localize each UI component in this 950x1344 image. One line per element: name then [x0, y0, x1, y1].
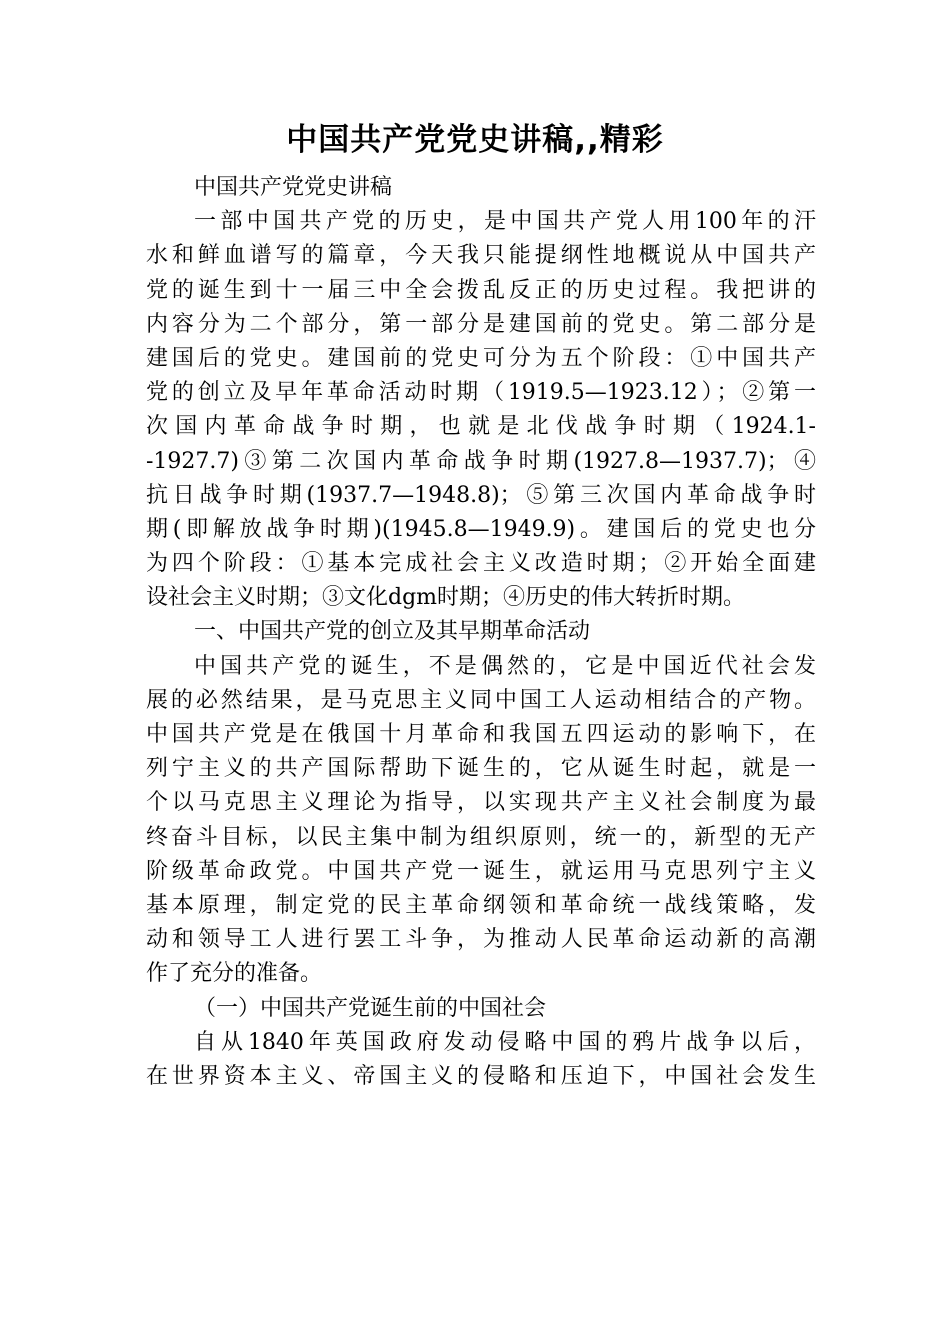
body-line: 中国共产党党史讲稿 [194, 175, 393, 200]
body-line: 党的诞生到十一届三中全会拨乱反正的历史过程。我把讲的 [146, 277, 816, 303]
section-heading: 一、中国共产党的创立及其早期革命活动 [194, 619, 591, 645]
body-line: 终奋斗目标，以民主集中制为组织原则，统一的，新型的无产 [146, 824, 816, 850]
body-line: -1927.7)③第二次国内革命战争时期(1927.8—1937.7)；④ [146, 448, 816, 474]
body-line: 设社会主义时期；③文化dgm时期；④历史的伟大转折时期。 [146, 585, 746, 611]
body-line: 内容分为二个部分，第一部分是建国前的党史。第二部分是 [146, 311, 816, 337]
body-line: 自从1840年英国政府发动侵略中国的鸦片战争以后， [194, 1029, 816, 1055]
body-line: 动和领导工人进行罢工斗争，为推动人民革命运动新的高潮 [146, 927, 816, 953]
body-line: 阶级革命政党。中国共产党一诞生，就运用马克思列宁主义 [146, 858, 816, 884]
body-line: 基本原理，制定党的民主革命纲领和革命统一战线策略，发 [146, 892, 816, 918]
body-line: 次国内革命战争时期，也就是北伐战争时期（1924.1- [146, 414, 816, 440]
body-line: 为四个阶段：①基本完成社会主义改造时期；②开始全面建 [146, 551, 816, 577]
body-line: 期(即解放战争时期)(1945.8—1949.9)。建国后的党史也分 [146, 516, 816, 542]
body-line: 建国后的党史。建国前的党史可分为五个阶段：①中国共产 [146, 345, 816, 371]
body-line: 中国共产党是在俄国十月革命和我国五四运动的影响下，在 [146, 722, 816, 747]
body-line: 中国共产党的诞生，不是偶然的，它是中国近代社会发 [194, 653, 816, 679]
body-line: 列宁主义的共产国际帮助下诞生的，它从诞生时起，就是一 [146, 756, 816, 782]
body-line: 抗日战争时期(1937.7—1948.8)；⑤第三次国内革命战争时 [146, 482, 816, 508]
body-line: 党的创立及早年革命活动时期（1919.5—1923.12）；②第一 [146, 380, 816, 406]
body-line: 展的必然结果，是马克思主义同中国工人运动相结合的产物。 [146, 687, 816, 713]
body-line: 作了充分的准备。 [146, 961, 323, 987]
body-line: 在世界资本主义、帝国主义的侵略和压迫下，中国社会发生 [146, 1063, 816, 1089]
document-body [146, 171, 816, 1094]
body-line: 一部中国共产党的历史，是中国共产党人用100年的汗 [194, 209, 816, 235]
subsection-heading: （一）中国共产党诞生前的中国社会 [194, 995, 547, 1021]
document-title: 中国共产党党史讲稿,,精彩 [286, 122, 664, 158]
body-line: 个以马克思主义理论为指导，以实现共产主义社会制度为最 [146, 790, 816, 816]
body-line: 水和鲜血谱写的篇章，今天我只能提纲性地概说从中国共产 [146, 243, 816, 269]
